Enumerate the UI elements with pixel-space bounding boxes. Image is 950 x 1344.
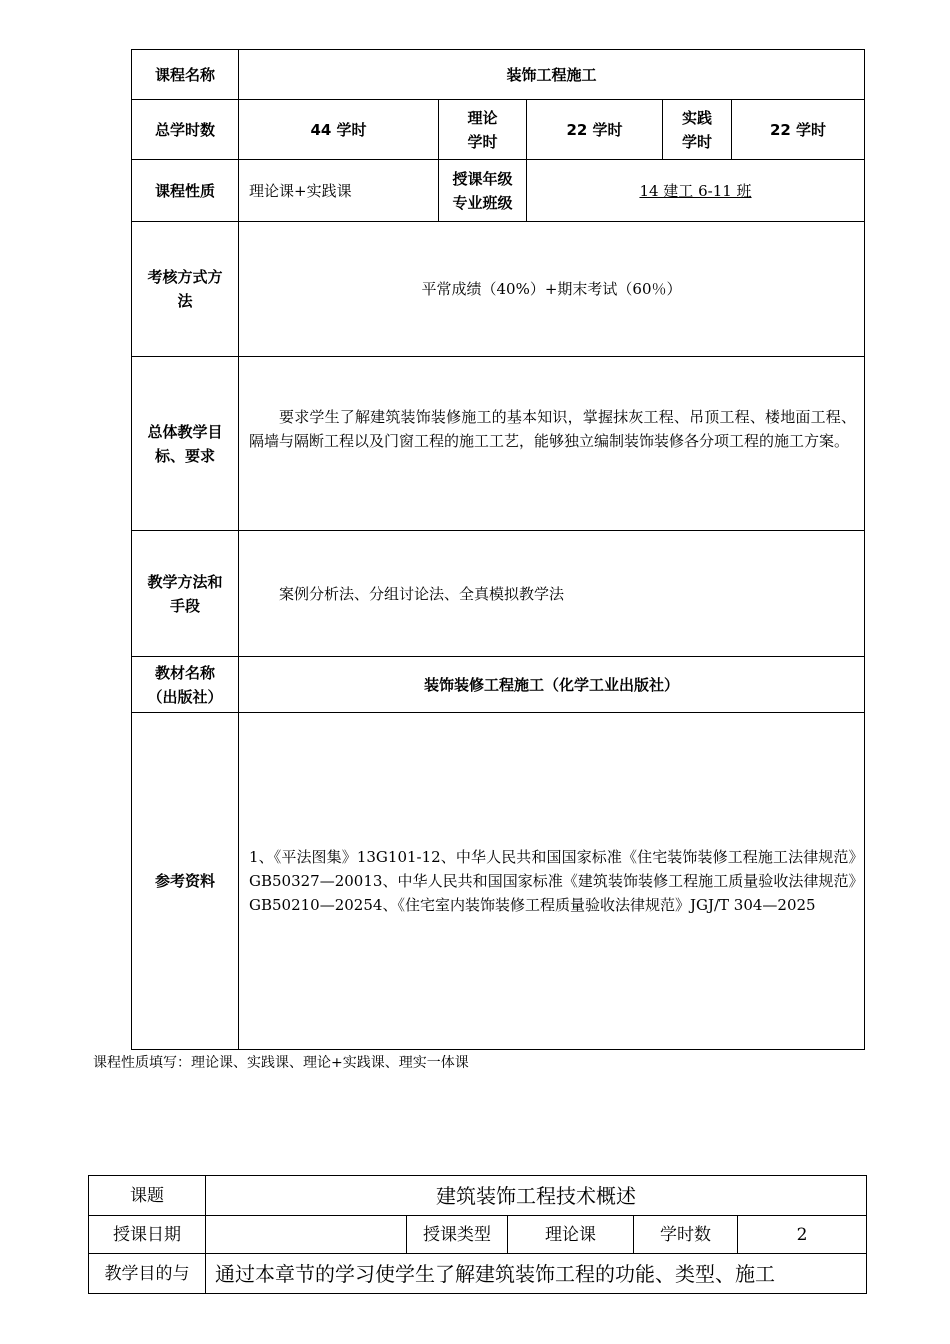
course-info-table — [131, 49, 865, 1050]
course-nature-footnote: 课程性质填写：理论课、实践课、理论+实践课、理实一体课 — [93, 1055, 469, 1071]
lesson-plan-table — [88, 1175, 867, 1294]
reference-label: 参考资料 — [132, 713, 239, 1050]
theory-hours-label: 理论 学时 — [439, 100, 527, 160]
textbook-label: 教材名称 （出版社） — [132, 657, 239, 713]
class-value: 14 建工 6-11 班 — [639, 181, 752, 200]
lesson-hours-value: 2 — [738, 1216, 867, 1254]
assessment-value: 平常成绩（40%）+期末考试（60％） — [239, 222, 865, 357]
practice-hours-label: 实践 学时 — [663, 100, 732, 160]
practice-hours-value: 22 学时 — [732, 100, 865, 160]
course-name-value: 装饰工程施工 — [239, 50, 865, 100]
course-nature-label: 课程性质 — [132, 160, 239, 222]
course-name-label: 课程名称 — [132, 50, 239, 100]
lesson-hours-label: 学时数 — [634, 1216, 738, 1254]
class-label: 授课年级 专业班级 — [439, 160, 527, 222]
reference-value: 1、《平法图集》13G101-12、中华人民共和国国家标准《住宅装饰装修工程施工法律规范》GB50327—20013、中华人民共和国国家标准《建筑装饰装修工程施工质量验收法律规范》GB50210—20254、《住宅室内装饰装修工程质量验收法律规范》JGJ/T 304—2025 — [239, 713, 865, 1050]
lesson-goal-label: 教学目的与 — [89, 1254, 206, 1294]
lesson-type-label: 授课类型 — [407, 1216, 508, 1254]
total-hours-label: 总学时数 — [132, 100, 239, 160]
lesson-topic-label: 课题 — [89, 1176, 206, 1216]
assessment-label: 考核方式方 法 — [132, 222, 239, 357]
course-nature-value: 理论课+实践课 — [239, 160, 439, 222]
teaching-goal-label: 总体教学目 标、要求 — [132, 357, 239, 531]
textbook-value: 装饰装修工程施工（化学工业出版社） — [239, 657, 865, 713]
theory-hours-value: 22 学时 — [527, 100, 663, 160]
lesson-date-label: 授课日期 — [89, 1216, 206, 1254]
lesson-goal-value: 通过本章节的学习使学生了解建筑装饰工程的功能、类型、施工 — [206, 1254, 867, 1294]
teaching-goal-value: 要求学生了解建筑装饰装修施工的基本知识，掌握抹灰工程、吊顶工程、楼地面工程、隔墙与隔断工程以及门窗工程的施工工艺，能够独立编制装饰装修各分项工程的施工方案。 — [239, 357, 865, 531]
teaching-method-value: 案例分析法、分组讨论法、全真模拟教学法 — [239, 531, 865, 657]
lesson-type-value: 理论课 — [508, 1216, 634, 1254]
teaching-method-label: 教学方法和 手段 — [132, 531, 239, 657]
total-hours-value: 44 学时 — [239, 100, 439, 160]
lesson-topic-value: 建筑装饰工程技术概述 — [206, 1176, 867, 1216]
lesson-date-value — [206, 1216, 407, 1254]
